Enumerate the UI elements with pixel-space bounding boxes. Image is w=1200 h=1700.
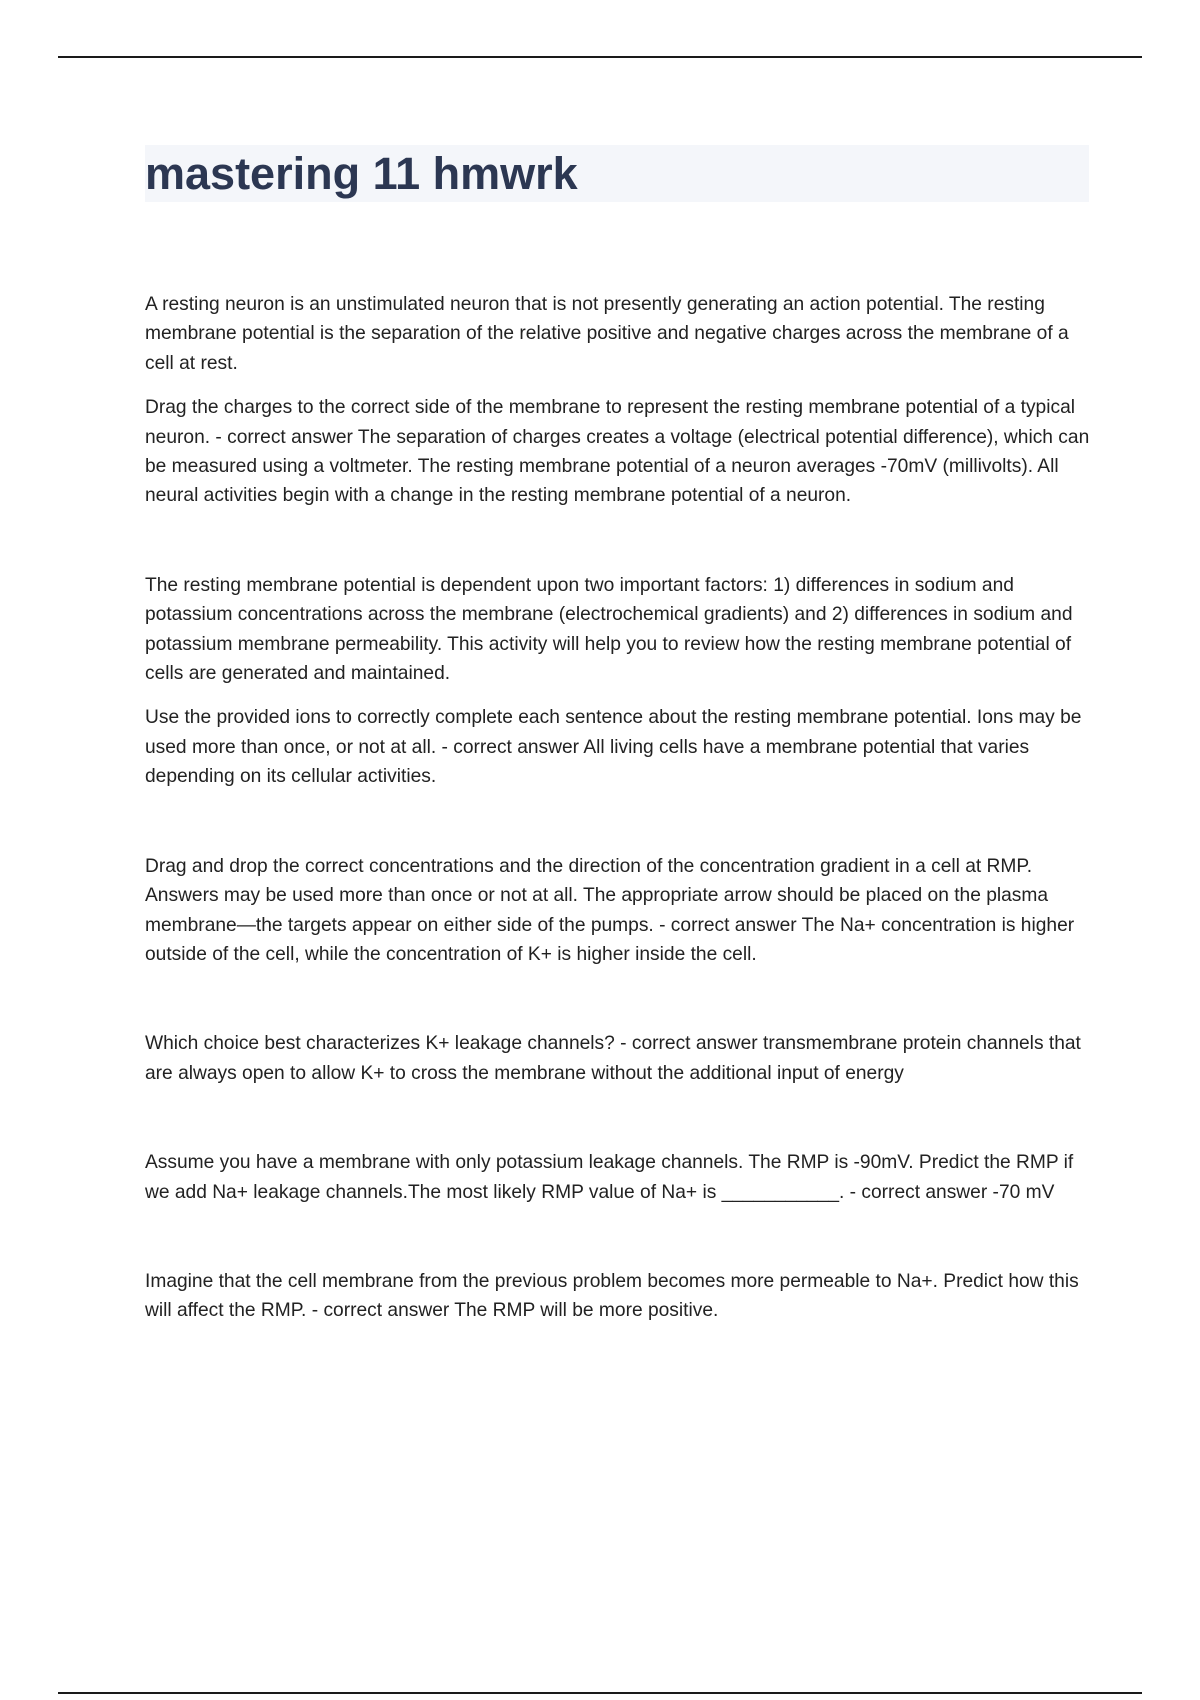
document-body	[145, 290, 1095, 1326]
paragraph-question-permeability: Imagine that the cell membrane from the previous problem becomes more permeable to Na+. Predict how this will affect the RMP. - correct answer The RMP will be more positive.	[145, 1270, 1079, 1322]
paragraph-question-ions: Use the provided ions to correctly complete each sentence about the resting membrane potential. Ions may be used more than once, or not at all. - correct answer All living cells have a membrane potential that varies depending on its cellular activities.	[145, 707, 1082, 788]
qa-block-2	[145, 571, 1095, 792]
top-rule	[58, 56, 1142, 58]
qa-block-1	[145, 290, 1095, 511]
document-title: mastering 11 hmwrk	[145, 148, 578, 199]
qa-block-4	[145, 1029, 1095, 1088]
bottom-rule	[58, 1692, 1142, 1694]
paragraph-intro-resting-neuron: A resting neuron is an unstimulated neuron that is not presently generating an action potential. The resting membrane potential is the separation of the relative positive and negative charges across the membrane of a cell at rest.	[145, 294, 1069, 374]
paragraph-question-charges: Drag the charges to the correct side of the membrane to represent the resting membrane potential of a typical neuron. - correct answer The separation of charges creates a voltage (electrical potential difference), which can be measured using a voltmeter. The resting membrane potential of a neuron averages -70mV (millivolts). All neural activities begin with a change in the resting membrane potential of a neuron.	[145, 397, 1090, 507]
paragraph-intro-rmp-factors: The resting membrane potential is dependent upon two important factors: 1) differences in sodium and potassium concentrations across the membrane (electrochemical gradients) and 2) differences in sodium and potassium membrane permeability. This activity will help you to review how the resting membrane potential of cells are generated and maintained.	[145, 574, 1073, 685]
qa-block-3	[145, 852, 1095, 970]
paragraph-question-leakage-channels: Which choice best characterizes K+ leakage channels? - correct answer transmembrane protein channels that are always open to allow K+ to cross the membrane without the additional input of energy	[145, 1033, 1081, 1084]
paragraph-question-concentrations: Drag and drop the correct concentrations and the direction of the concentration gradient in a cell at RMP. Answers may be used more than once or not at all. The appropriate arrow should be placed on the plasma membrane—the targets appear on either side of the pumps. - correct answer The Na+ concentration is higher outside of the cell, while the concentration of K+ is higher inside the cell.	[145, 855, 1075, 965]
qa-block-5	[145, 1148, 1095, 1207]
qa-block-6	[145, 1267, 1095, 1326]
paragraph-question-rmp-value: Assume you have a membrane with only potassium leakage channels. The RMP is -90mV. Predict the RMP if we add Na+ leakage channels.The most likely RMP value of Na+ is ___________. - correct answer -70 mV	[145, 1152, 1074, 1203]
